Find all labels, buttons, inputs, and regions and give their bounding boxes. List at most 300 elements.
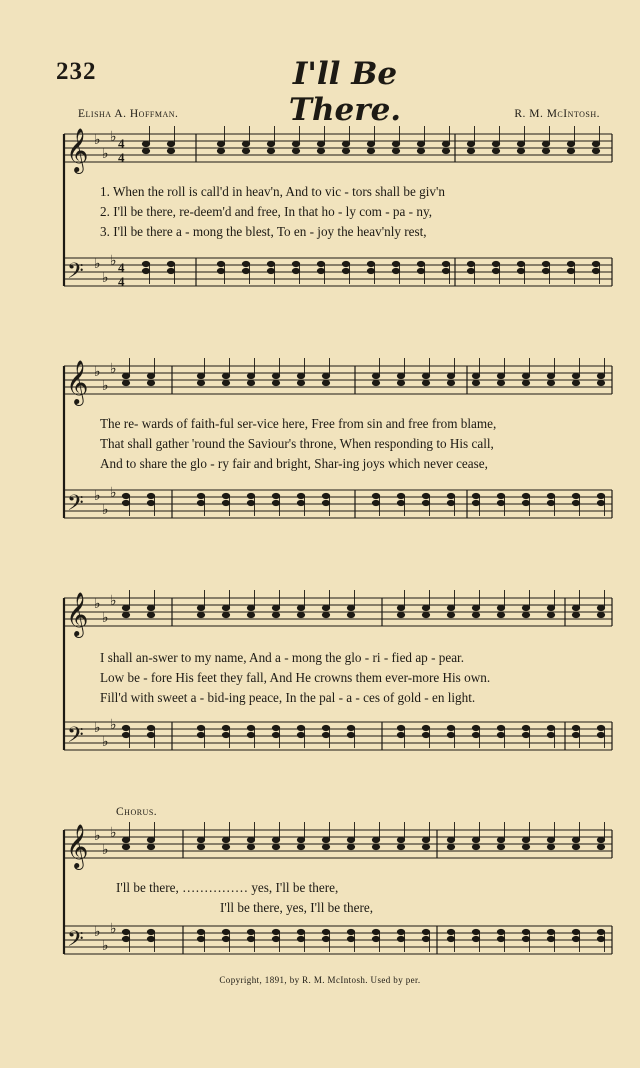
note-head <box>417 268 424 273</box>
note-head <box>272 373 279 378</box>
note-head <box>567 268 574 273</box>
note-head <box>197 837 204 842</box>
note-head <box>372 373 379 378</box>
note-head <box>272 732 279 737</box>
note-head <box>217 148 224 153</box>
hymn-title: I'll Be There. <box>288 56 402 128</box>
note-head <box>297 732 304 737</box>
note-head <box>347 936 354 941</box>
note-head <box>242 148 249 153</box>
note-head <box>272 612 279 617</box>
note-head <box>467 268 474 273</box>
note-head <box>367 148 374 153</box>
note-head <box>272 844 279 849</box>
note-head <box>322 837 329 842</box>
note-head <box>147 732 154 737</box>
flat-sign: ♭ <box>102 503 109 518</box>
note-head <box>572 493 579 498</box>
note-head <box>347 844 354 849</box>
note-head <box>497 837 504 842</box>
note-head <box>317 141 324 146</box>
flat-sign: ♭ <box>110 254 117 269</box>
note-head <box>217 268 224 273</box>
note-head <box>442 268 449 273</box>
note-head <box>147 493 154 498</box>
note-head <box>322 373 329 378</box>
note-head <box>547 837 554 842</box>
flat-sign: ♭ <box>102 611 109 626</box>
note-head <box>167 141 174 146</box>
note-head <box>267 261 274 266</box>
note-head <box>292 268 299 273</box>
note-head <box>147 936 154 941</box>
note-head <box>492 261 499 266</box>
note-head <box>142 148 149 153</box>
note-head <box>472 725 479 730</box>
note-head <box>372 500 379 505</box>
note-head <box>572 500 579 505</box>
note-head <box>392 141 399 146</box>
note-head <box>572 380 579 385</box>
note-head <box>247 929 254 934</box>
lyric-line-2-1: The re- wards of faith-ful ser-vice here, Free from sin and free from blame, <box>100 416 497 431</box>
note-head <box>147 837 154 842</box>
note-head <box>492 148 499 153</box>
note-head <box>372 380 379 385</box>
note-head <box>517 148 524 153</box>
time-signature: 4 <box>118 136 125 151</box>
note-head <box>297 493 304 498</box>
note-head <box>597 929 604 934</box>
note-head <box>397 612 404 617</box>
note-head <box>467 141 474 146</box>
note-head <box>322 936 329 941</box>
note-head <box>222 936 229 941</box>
note-head <box>122 936 129 941</box>
note-head <box>197 732 204 737</box>
note-head <box>292 148 299 153</box>
note-head <box>547 500 554 505</box>
note-head <box>417 148 424 153</box>
note-head <box>142 141 149 146</box>
note-head <box>247 373 254 378</box>
note-head <box>317 261 324 266</box>
note-head <box>447 725 454 730</box>
note-head <box>347 725 354 730</box>
note-head <box>572 837 579 842</box>
note-head <box>542 141 549 146</box>
note-head <box>147 612 154 617</box>
note-head <box>167 261 174 266</box>
note-head <box>497 380 504 385</box>
note-head <box>497 732 504 737</box>
note-head <box>167 148 174 153</box>
note-head <box>417 261 424 266</box>
time-signature: 4 <box>118 260 125 275</box>
note-head <box>247 837 254 842</box>
note-head <box>422 380 429 385</box>
note-head <box>247 493 254 498</box>
note-head <box>197 373 204 378</box>
note-head <box>197 612 204 617</box>
note-head <box>272 936 279 941</box>
note-head <box>497 929 504 934</box>
note-head <box>517 261 524 266</box>
note-head <box>392 148 399 153</box>
note-head <box>547 605 554 610</box>
note-head <box>522 732 529 737</box>
note-head <box>372 929 379 934</box>
note-head <box>247 612 254 617</box>
time-signature: 4 <box>118 274 125 289</box>
note-head <box>347 605 354 610</box>
note-head <box>297 605 304 610</box>
note-head <box>122 380 129 385</box>
note-head <box>522 605 529 610</box>
note-head <box>422 605 429 610</box>
note-head <box>522 936 529 941</box>
note-head <box>592 261 599 266</box>
note-head <box>522 725 529 730</box>
note-head <box>322 725 329 730</box>
lyric-line-3-2: Low be - fore His feet they fall, And He crowns them ever-more His own. <box>100 670 491 685</box>
note-head <box>522 493 529 498</box>
note-head <box>297 844 304 849</box>
bass-clef: 𝄢 <box>67 927 84 957</box>
note-head <box>222 500 229 505</box>
treble-clef: 𝄞 <box>66 360 89 404</box>
note-head <box>297 380 304 385</box>
bass-clef: 𝄢 <box>67 259 84 289</box>
note-head <box>122 844 129 849</box>
note-head <box>597 612 604 617</box>
note-head <box>367 261 374 266</box>
treble-clef: 𝄞 <box>66 592 89 636</box>
note-head <box>522 929 529 934</box>
note-head <box>397 373 404 378</box>
note-head <box>447 493 454 498</box>
note-head <box>522 373 529 378</box>
note-head <box>497 373 504 378</box>
note-head <box>397 493 404 498</box>
note-head <box>272 837 279 842</box>
note-head <box>597 493 604 498</box>
note-head <box>397 732 404 737</box>
flat-sign: ♭ <box>110 362 117 377</box>
note-head <box>572 605 579 610</box>
note-head <box>222 380 229 385</box>
treble-clef: 𝄞 <box>66 128 89 172</box>
note-head <box>147 725 154 730</box>
note-head <box>572 612 579 617</box>
note-head <box>267 141 274 146</box>
note-head <box>167 268 174 273</box>
note-head <box>317 148 324 153</box>
note-head <box>247 725 254 730</box>
flat-sign: ♭ <box>94 597 101 612</box>
note-head <box>297 936 304 941</box>
note-head <box>222 493 229 498</box>
note-head <box>147 605 154 610</box>
note-head <box>197 929 204 934</box>
note-head <box>547 929 554 934</box>
note-head <box>122 605 129 610</box>
note-head <box>542 268 549 273</box>
note-head <box>342 148 349 153</box>
note-head <box>547 493 554 498</box>
note-head <box>472 732 479 737</box>
note-head <box>522 837 529 842</box>
note-head <box>497 605 504 610</box>
note-head <box>222 605 229 610</box>
note-head <box>292 261 299 266</box>
note-head <box>147 373 154 378</box>
note-head <box>197 493 204 498</box>
note-head <box>122 373 129 378</box>
staves <box>64 126 612 957</box>
note-head <box>422 500 429 505</box>
composer-credit: R. M. McIntosh. <box>514 108 600 120</box>
note-head <box>297 612 304 617</box>
note-head <box>447 732 454 737</box>
note-head <box>242 261 249 266</box>
note-head <box>572 936 579 941</box>
note-head <box>572 725 579 730</box>
note-head <box>447 837 454 842</box>
note-head <box>472 373 479 378</box>
note-head <box>547 373 554 378</box>
note-head <box>572 844 579 849</box>
note-head <box>222 844 229 849</box>
note-head <box>122 493 129 498</box>
note-head <box>542 148 549 153</box>
note-head <box>272 929 279 934</box>
flat-sign: ♭ <box>94 721 101 736</box>
flat-sign: ♭ <box>102 939 109 954</box>
note-head <box>347 837 354 842</box>
note-head <box>342 268 349 273</box>
note-head <box>267 268 274 273</box>
note-head <box>317 268 324 273</box>
note-head <box>322 732 329 737</box>
note-head <box>597 725 604 730</box>
note-head <box>122 725 129 730</box>
note-head <box>497 493 504 498</box>
note-head <box>422 373 429 378</box>
note-head <box>397 837 404 842</box>
note-head <box>472 936 479 941</box>
note-head <box>542 261 549 266</box>
note-head <box>367 268 374 273</box>
note-head <box>397 936 404 941</box>
note-head <box>422 929 429 934</box>
note-head <box>247 732 254 737</box>
bass-clef: 𝄢 <box>67 723 84 753</box>
note-head <box>567 148 574 153</box>
note-head <box>197 380 204 385</box>
note-head <box>222 612 229 617</box>
note-head <box>472 929 479 934</box>
note-head <box>467 148 474 153</box>
note-head <box>397 929 404 934</box>
note-head <box>547 725 554 730</box>
lyric-line-2-3: And to share the glo - ry fair and bright, Shar-ing joys which never cease, <box>100 456 488 471</box>
note-head <box>597 732 604 737</box>
flat-sign: ♭ <box>110 486 117 501</box>
lyric-line-3-1: I shall an-swer to my name, And a - mong the glo - ri - fied ap - pear. <box>100 650 465 665</box>
note-head <box>372 837 379 842</box>
note-head <box>222 732 229 737</box>
note-head <box>397 844 404 849</box>
note-head <box>472 500 479 505</box>
note-head <box>122 929 129 934</box>
note-head <box>472 380 479 385</box>
note-head <box>347 612 354 617</box>
flat-sign: ♭ <box>94 489 101 504</box>
note-head <box>422 725 429 730</box>
note-head <box>597 373 604 378</box>
note-head <box>422 936 429 941</box>
note-head <box>447 612 454 617</box>
flat-sign: ♭ <box>110 922 117 937</box>
note-head <box>322 612 329 617</box>
author-credit: Elisha A. Hoffman. <box>78 108 179 120</box>
note-head <box>197 725 204 730</box>
note-head <box>392 261 399 266</box>
note-head <box>592 141 599 146</box>
note-head <box>272 500 279 505</box>
note-head <box>297 500 304 505</box>
note-head <box>292 141 299 146</box>
note-head <box>297 725 304 730</box>
note-head <box>247 500 254 505</box>
note-head <box>397 605 404 610</box>
note-head <box>567 141 574 146</box>
lyric-line-1-2: 2. I'll be there, re-deem'd and free, In that ho - ly com - pa - ny, <box>100 204 432 219</box>
note-head <box>447 373 454 378</box>
page-number: 232 <box>56 58 97 85</box>
note-head <box>572 373 579 378</box>
note-head <box>517 268 524 273</box>
note-head <box>572 929 579 934</box>
note-head <box>422 493 429 498</box>
note-head <box>222 373 229 378</box>
note-head <box>217 261 224 266</box>
note-head <box>297 373 304 378</box>
note-head <box>422 844 429 849</box>
flat-sign: ♭ <box>94 257 101 272</box>
note-head <box>422 837 429 842</box>
note-head <box>567 261 574 266</box>
note-head <box>322 380 329 385</box>
flat-sign: ♭ <box>102 147 109 162</box>
note-head <box>142 268 149 273</box>
flat-sign: ♭ <box>94 829 101 844</box>
note-head <box>122 500 129 505</box>
note-head <box>297 929 304 934</box>
note-head <box>592 148 599 153</box>
note-head <box>222 837 229 842</box>
lyric-line-2-2: That shall gather 'round the Saviour's throne, When responding to His call, <box>100 436 494 451</box>
note-head <box>497 936 504 941</box>
note-head <box>247 605 254 610</box>
flat-sign: ♭ <box>110 718 117 733</box>
flat-sign: ♭ <box>110 130 117 145</box>
treble-clef: 𝄞 <box>66 824 89 868</box>
note-head <box>322 500 329 505</box>
note-head <box>442 148 449 153</box>
note-head <box>597 936 604 941</box>
note-head <box>492 141 499 146</box>
note-head <box>497 500 504 505</box>
note-head <box>522 500 529 505</box>
note-head <box>322 929 329 934</box>
note-head <box>597 380 604 385</box>
note-head <box>422 732 429 737</box>
lyric-line-3-3: Fill'd with sweet a - bid-ing peace, In the pal - a - ces of gold - en light. <box>100 690 476 705</box>
note-head <box>592 268 599 273</box>
bass-clef: 𝄢 <box>67 491 84 521</box>
chorus-line-2: I'll be there, yes, I'll be there, <box>220 900 374 915</box>
note-head <box>597 837 604 842</box>
note-head <box>472 605 479 610</box>
note-head <box>547 380 554 385</box>
note-head <box>547 844 554 849</box>
note-head <box>147 929 154 934</box>
note-head <box>447 500 454 505</box>
note-head <box>222 929 229 934</box>
note-head <box>322 844 329 849</box>
note-head <box>597 500 604 505</box>
note-head <box>147 500 154 505</box>
note-head <box>272 725 279 730</box>
note-head <box>547 732 554 737</box>
flat-sign: ♭ <box>94 925 101 940</box>
note-head <box>242 268 249 273</box>
note-head <box>342 141 349 146</box>
note-head <box>122 612 129 617</box>
flat-sign: ♭ <box>110 826 117 841</box>
note-head <box>472 844 479 849</box>
note-head <box>347 929 354 934</box>
lyric-line-1-3: 3. I'll be there a - mong the blest, To en - joy the heav'nly rest, <box>100 224 427 239</box>
note-head <box>142 261 149 266</box>
note-head <box>517 141 524 146</box>
note-head <box>122 732 129 737</box>
note-head <box>597 844 604 849</box>
copyright-notice: Copyright, 1891, by R. M. McIntosh. Used by per. <box>219 975 421 985</box>
note-head <box>492 268 499 273</box>
note-head <box>417 141 424 146</box>
note-head <box>547 612 554 617</box>
note-head <box>472 612 479 617</box>
note-head <box>217 141 224 146</box>
flat-sign: ♭ <box>94 365 101 380</box>
note-head <box>392 268 399 273</box>
note-head <box>397 725 404 730</box>
note-head <box>297 837 304 842</box>
flat-sign: ♭ <box>110 594 117 609</box>
note-head <box>467 261 474 266</box>
note-head <box>397 500 404 505</box>
note-head <box>242 141 249 146</box>
flat-sign: ♭ <box>102 379 109 394</box>
note-head <box>197 936 204 941</box>
note-head <box>197 500 204 505</box>
note-head <box>367 141 374 146</box>
lyric-line-1-1: 1. When the roll is call'd in heav'n, And to vic - tors shall be giv'n <box>100 184 445 199</box>
note-head <box>447 929 454 934</box>
